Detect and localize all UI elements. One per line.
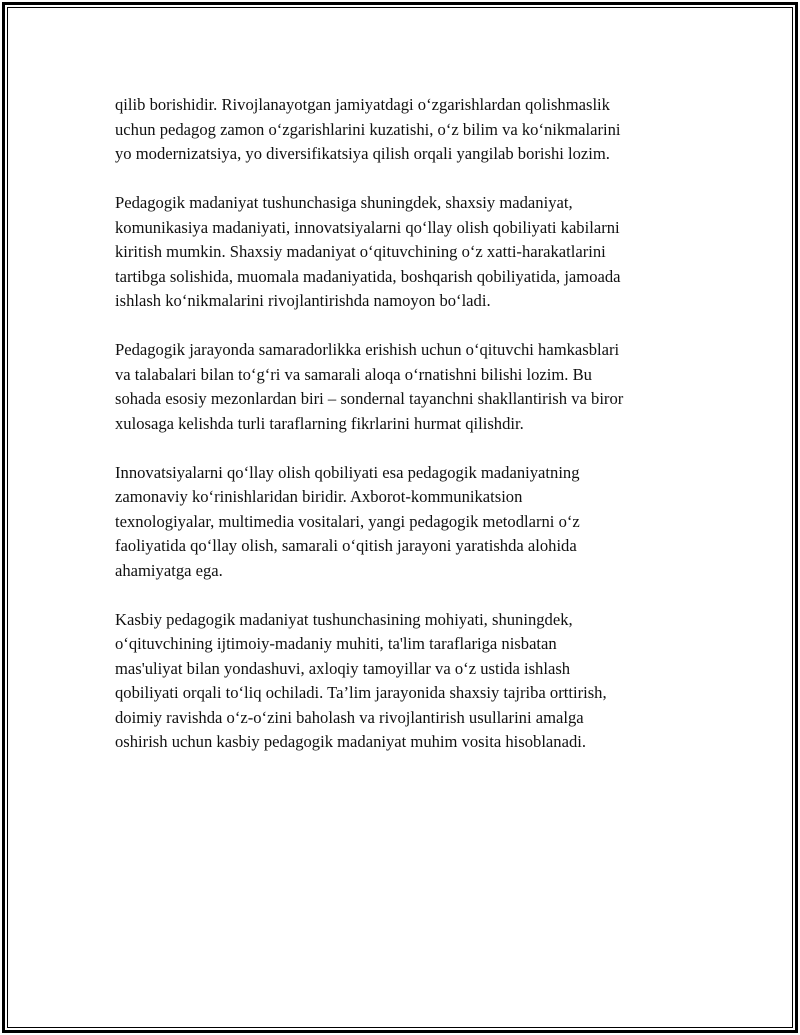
text-line: o‘qituvchining ijtimoiy-madaniy muhiti, ta'lim taraflariga nisbatan bbox=[115, 634, 557, 653]
document-body bbox=[115, 93, 690, 779]
text-line: kiritish mumkin. Shaxsiy madaniyat o‘qituvchining o‘z xatti-harakatlarini bbox=[115, 242, 606, 261]
paragraph-5 bbox=[115, 608, 690, 755]
text-line: tartibga solishida, muomala madaniyatida, boshqarish qobiliyatida, jamoada bbox=[115, 266, 621, 286]
text-line: Pedagogik jarayonda samaradorlikka erishish uchun o‘qituvchi hamkasblari bbox=[115, 340, 620, 359]
paragraph-2 bbox=[115, 191, 690, 314]
text-line: oshirish uchun kasbiy pedagogik madaniyat muhim vosita hisoblanadi. bbox=[115, 732, 587, 751]
text-line: xulosaga kelishda turli taraflarning fikrlarini hurmat qilishdir. bbox=[115, 413, 524, 433]
text-line: zamonaviy ko‘rinishlaridan biridir. Axborot-kommunikatsion bbox=[115, 487, 523, 506]
text-line: texnologiyalar, multimedia vositalari, yangi pedagogik metodlarni o‘z bbox=[115, 511, 580, 531]
paragraph-3 bbox=[115, 338, 690, 436]
text-line: ahamiyatga ega. bbox=[115, 560, 223, 580]
paragraph-4 bbox=[115, 461, 690, 584]
text-line: qilib borishidir. Rivojlanayotgan jamiyatdagi o‘zgarishlardan qolishmaslik bbox=[115, 95, 610, 114]
text-line: ishlash ko‘nikmalarini rivojlantirishda namoyon bo‘ladi. bbox=[115, 291, 491, 310]
text-line: va talabalari bilan to‘g‘ri va samarali aloqa o‘rnatishni bilishi lozim. Bu bbox=[115, 364, 592, 384]
text-line: Innovatsiyalarni qo‘llay olish qobiliyati esa pedagogik madaniyatning bbox=[115, 462, 580, 482]
text-line: qobiliyati orqali to‘liq ochiladi. Ta’lim jarayonida shaxsiy tajriba orttirish, bbox=[115, 683, 607, 702]
text-line: komunikasiya madaniyati, innovatsiyalarni qo‘llay olish qobiliyati kabilarni bbox=[115, 217, 620, 237]
text-line: Pedagogik madaniyat tushunchasiga shuningdek, shaxsiy madaniyat, bbox=[115, 193, 573, 212]
text-line: doimiy ravishda o‘z-o‘zini baholash va rivojlantirish usullarini amalga bbox=[115, 707, 584, 727]
paragraph-1 bbox=[115, 93, 690, 167]
text-line: mas'uliyat bilan yondashuvi, axloqiy tamoyillar va o‘z ustida ishlash bbox=[115, 658, 571, 678]
text-line: sohada esosiy mezonlardan biri – sondernal tayanchni shakllantirish va biror bbox=[115, 389, 624, 408]
text-line: Kasbiy pedagogik madaniyat tushunchasining mohiyati, shuningdek, bbox=[115, 609, 573, 629]
text-line: uchun pedagog zamon o‘zgarishlarini kuzatishi, o‘z bilim va ko‘nikmalarini bbox=[115, 119, 621, 139]
text-line: faoliyatida qo‘llay olish, samarali o‘qitish jarayoni yaratishda alohida bbox=[115, 536, 577, 555]
text-line: yo modernizatsiya, yo diversifikatsiya qilish orqali yangilab borishi lozim. bbox=[115, 144, 610, 163]
